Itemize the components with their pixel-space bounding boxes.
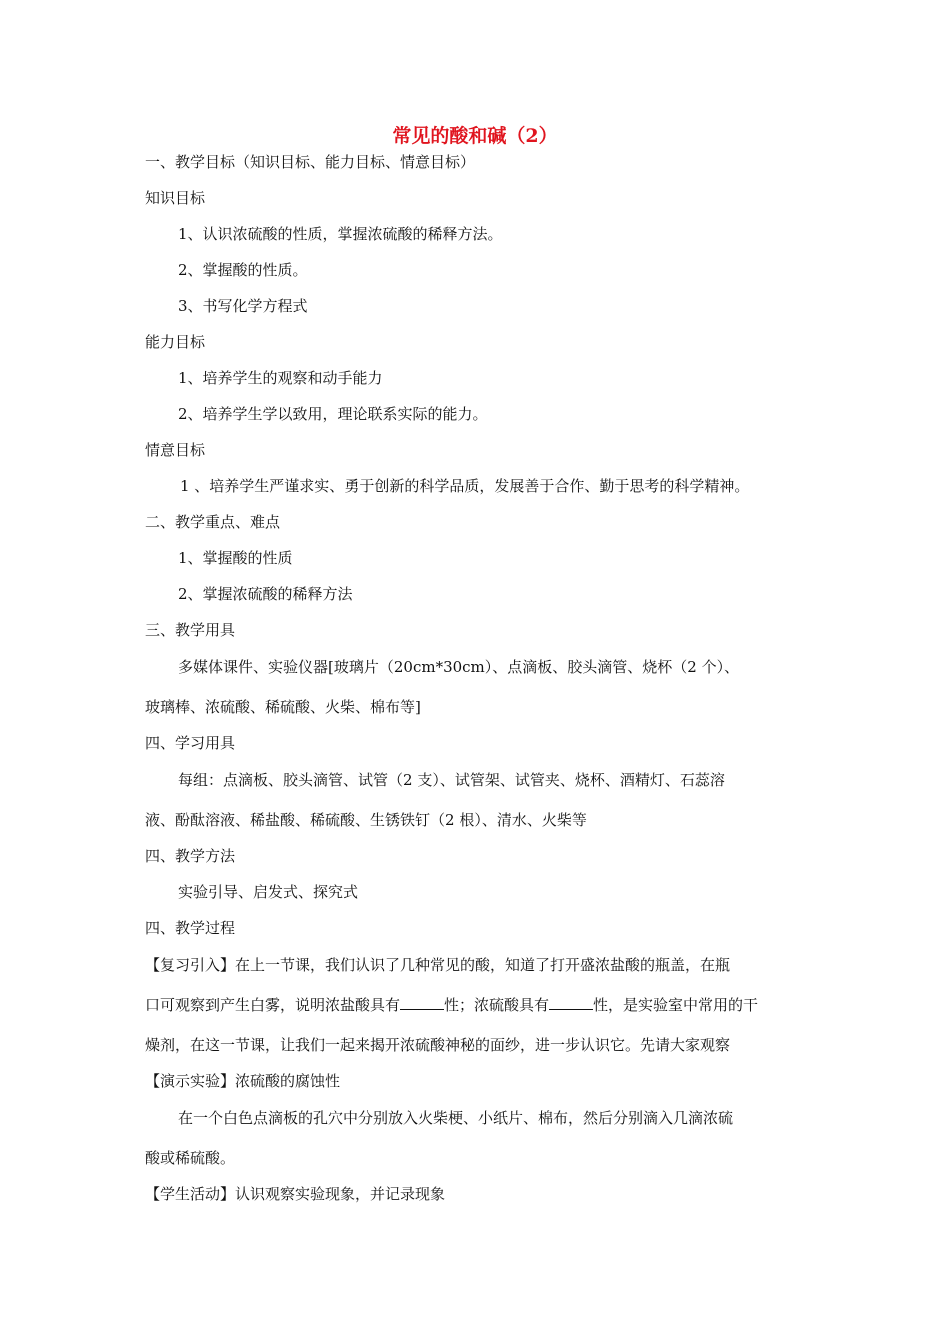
demo-heading: 【演示实验】浓硫酸的腐蚀性 [145,1072,341,1090]
subheading-ability: 能力目标 [145,333,206,351]
teaching-methods: 实验引导、启发式、探究式 [178,883,359,901]
knowledge-item-3: 3、书写化学方程式 [178,297,308,315]
study-tools-line-1: 每组：点滴板、胶头滴管、试管（2 支）、试管架、试管夹、烧杯、酒精灯、石蕊溶 [178,771,725,789]
teaching-tools-line-2: 玻璃棒、浓硫酸、稀硫酸、火柴、棉布等] [145,698,421,716]
section-heading-objectives: 一、教学目标（知识目标、能力目标、情意目标） [145,153,476,171]
study-tools-line-2: 液、酚酞溶液、稀盐酸、稀硫酸、生锈铁钉（2 根）、清水、火柴等 [145,811,587,829]
section-heading-teaching-tools: 三、教学用具 [145,621,236,639]
document-title: 常见的酸和碱（2） [392,125,558,147]
review-intro-line-1: 【复习引入】在上一节课，我们认识了几种常见的酸，知道了打开盛浓盐酸的瓶盖，在瓶 [145,956,731,974]
key-point-2: 2、掌握浓硫酸的稀释方法 [178,585,353,603]
emotion-item-1: 1 、培养学生严谨求实、勇于创新的科学品质，发展善于合作、勤于思考的科学精神。 [180,477,750,495]
fill-blank-2 [549,995,593,1010]
review-text-c: 性，是实验室中常用的干 [593,996,759,1014]
knowledge-item-1: 1、认识浓硫酸的性质，掌握浓硫酸的稀释方法。 [178,225,503,243]
demo-line-1: 在一个白色点滴板的孔穴中分别放入火柴梗、小纸片、棉布，然后分别滴入几滴浓硫 [178,1109,734,1127]
review-text-a: 口可观察到产生白雾，说明浓盐酸具有 [145,996,401,1014]
section-heading-study-tools: 四、学习用具 [145,734,236,752]
student-activity: 【学生活动】认识观察实验现象，并记录现象 [145,1185,446,1203]
section-heading-process: 四、教学过程 [145,919,236,937]
section-heading-methods: 四、教学方法 [145,847,236,865]
review-text-b: 性；浓硫酸具有 [444,996,550,1014]
ability-item-2: 2、培养学生学以致用，理论联系实际的能力。 [178,405,488,423]
teaching-tools-line-1: 多媒体课件、实验仪器[玻璃片（20cm*30cm）、点滴板、胶头滴管、烧杯（2 个）、 [178,658,740,676]
knowledge-item-2: 2、掌握酸的性质。 [178,261,308,279]
key-point-1: 1、掌握酸的性质 [178,549,293,567]
demo-line-2: 酸或稀硫酸。 [145,1149,236,1167]
subheading-knowledge: 知识目标 [145,189,206,207]
review-intro-line-3: 燥剂，在这一节课，让我们一起来揭开浓硫酸神秘的面纱，进一步认识它。先请大家观察 [145,1036,731,1054]
ability-item-1: 1、培养学生的观察和动手能力 [178,369,383,387]
fill-blank-1 [400,995,444,1010]
section-heading-key-points: 二、教学重点、难点 [145,513,281,531]
subheading-emotion: 情意目标 [145,441,206,459]
review-intro-line-2 [145,994,758,1016]
